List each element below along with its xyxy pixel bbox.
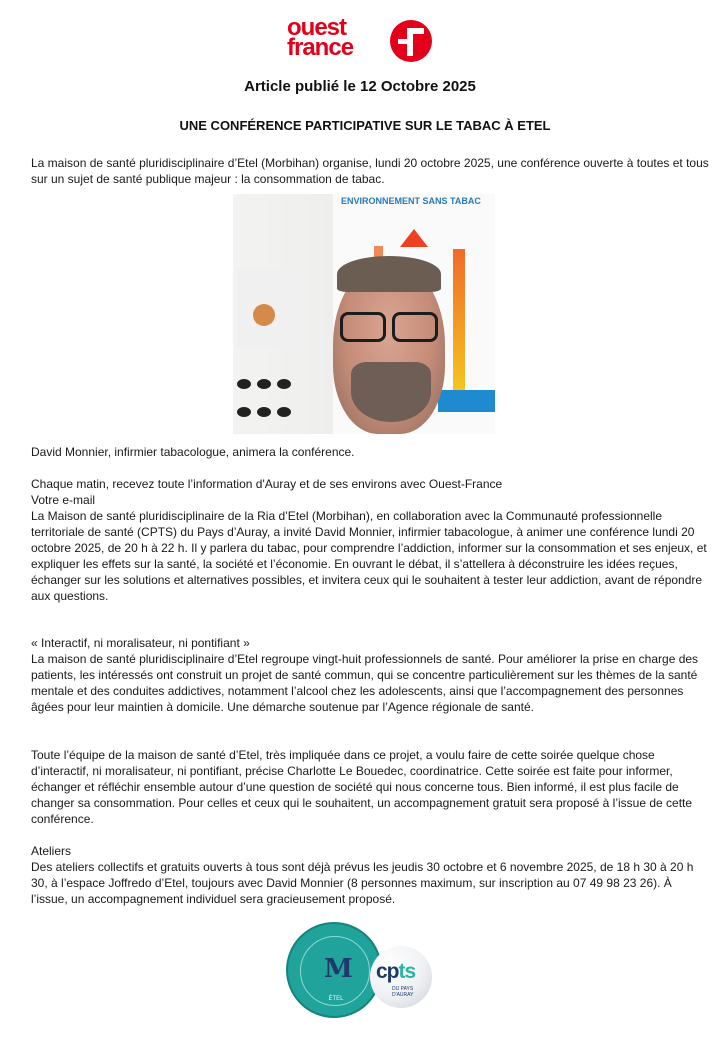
portrait-beard bbox=[351, 362, 431, 422]
maison-de-sante-logo bbox=[286, 922, 382, 1018]
poster-title: ENVIRONNEMENT SANS TABAC bbox=[341, 196, 481, 206]
logo-line-2: france bbox=[287, 34, 354, 61]
article-photo bbox=[233, 194, 495, 434]
publication-date: Article publié le 12 Octobre 2025 bbox=[244, 78, 476, 95]
ouest-france-logo bbox=[287, 14, 437, 68]
poster-banner bbox=[438, 390, 495, 412]
cpts-logo bbox=[370, 946, 432, 1008]
article-paragraph-3: Toute l’équipe de la maison de santé d’Etel, très impliquée dans ce projet, a voulu faire de cette soirée quelque chose d’interactif, ni moralisateur, ni pontifiant, précise Charlotte Le Bouedec, coordinatrice. Cette soirée est faite pour informer, échanger et réfléchir ensemble autour d’une question de société qui nous concerne tous. Bien informé, il est plus facile de changer sa consommation. Pour celles et ceux qui le souhaitent, un accompagnement gratuit sera proposé à l’issue de cette conférence. bbox=[31, 748, 693, 826]
msp-label: ÉTEL bbox=[328, 996, 344, 1002]
email-label[interactable]: Votre e-mail bbox=[31, 493, 96, 507]
subheading-ateliers: Ateliers bbox=[31, 844, 72, 858]
arrow-up-icon bbox=[400, 229, 428, 247]
cpts-accent: ts bbox=[398, 960, 416, 983]
cpts-main: cp bbox=[376, 960, 399, 983]
portrait-hair bbox=[337, 256, 441, 292]
article-paragraph-4: Des ateliers collectifs et gratuits ouverts à tous sont déjà prévus les jeudis 30 octobre et 6 novembre 2025, de 18 h 30 à 20 h 30, à l’espace Joffredo d’Etel, toujours avec David Monnier (8 personnes maximum, sur inscription au 07 49 98 23 26). À l’issue, un accompagnement individuel sera gracieusement proposé. bbox=[31, 860, 694, 906]
logo-line-1: ouest bbox=[287, 14, 347, 41]
poster-bar-level bbox=[453, 249, 465, 391]
cpts-sub-1: DU PAYS bbox=[392, 986, 414, 992]
wall-card-illustration bbox=[253, 304, 275, 326]
article-paragraph-2: La maison de santé pluridisciplinaire d’Etel regroupe vingt-huit professionnels de santé. Pour améliorer la prise en charge des patients, les intéressés ont construit un projet de santé commun, qui se concentre particulièrement sur les thèmes de la santé mentale et des conduites addictives, notamment l’alcool chez les adolescents, ainsi que l’accompagnement des personnes âgées pour leur maintien à domicile. Une démarche soutenue par l’Agence régionale de santé. bbox=[31, 652, 699, 714]
msp-emblem-icon: M bbox=[324, 954, 353, 984]
newsletter-promo[interactable]: Chaque matin, recevez toute l’information d'Auray et de ses environs avec Ouest-France bbox=[31, 477, 503, 491]
glasses-icon bbox=[338, 312, 438, 338]
drug-poster-icons bbox=[235, 369, 305, 429]
article-title: UNE CONFÉRENCE PARTICIPATIVE SUR LE TABAC À ETEL bbox=[179, 118, 551, 133]
subheading-interactif: « Interactif, ni moralisateur, ni pontifiant » bbox=[31, 636, 250, 650]
photo-caption: David Monnier, infirmier tabacologue, animera la conférence. bbox=[31, 445, 355, 459]
logo-wordmark bbox=[287, 14, 354, 61]
ouest-france-emblem-icon bbox=[390, 20, 432, 62]
article-paragraph-1: La Maison de santé pluridisciplinaire de la Ria d’Etel (Morbihan), en collaboration avec la Communauté professionnelle territoriale de santé (CPTS) du Pays d’Auray, a invité David Monnier, infirmier tabacologue, à animer une conférence lundi 20 octobre 2025, de 20 h à 22 h. Il y parlera du tabac, pour comprendre l’addiction, informer sur la consommation et ses enjeux, et expliquer les effets sur la santé, la société et l’économie. En ouvrant le débat, il s’attellera à déconstruire les idées reçues, échanger sur les solutions et alternatives possibles, et invitera ceux qui le souhaitent à tester leur addiction, avant de répondre aux questions. bbox=[31, 509, 707, 603]
partner-logos bbox=[286, 922, 436, 1022]
article-intro: La maison de santé pluridisciplinaire d’Etel (Morbihan) organise, lundi 20 octobre 2025, une conférence ouverte à toutes et tous sur un sujet de santé publique majeur : la consommation de tabac. bbox=[31, 156, 709, 186]
cpts-sub-2: D'AURAY bbox=[392, 992, 414, 998]
